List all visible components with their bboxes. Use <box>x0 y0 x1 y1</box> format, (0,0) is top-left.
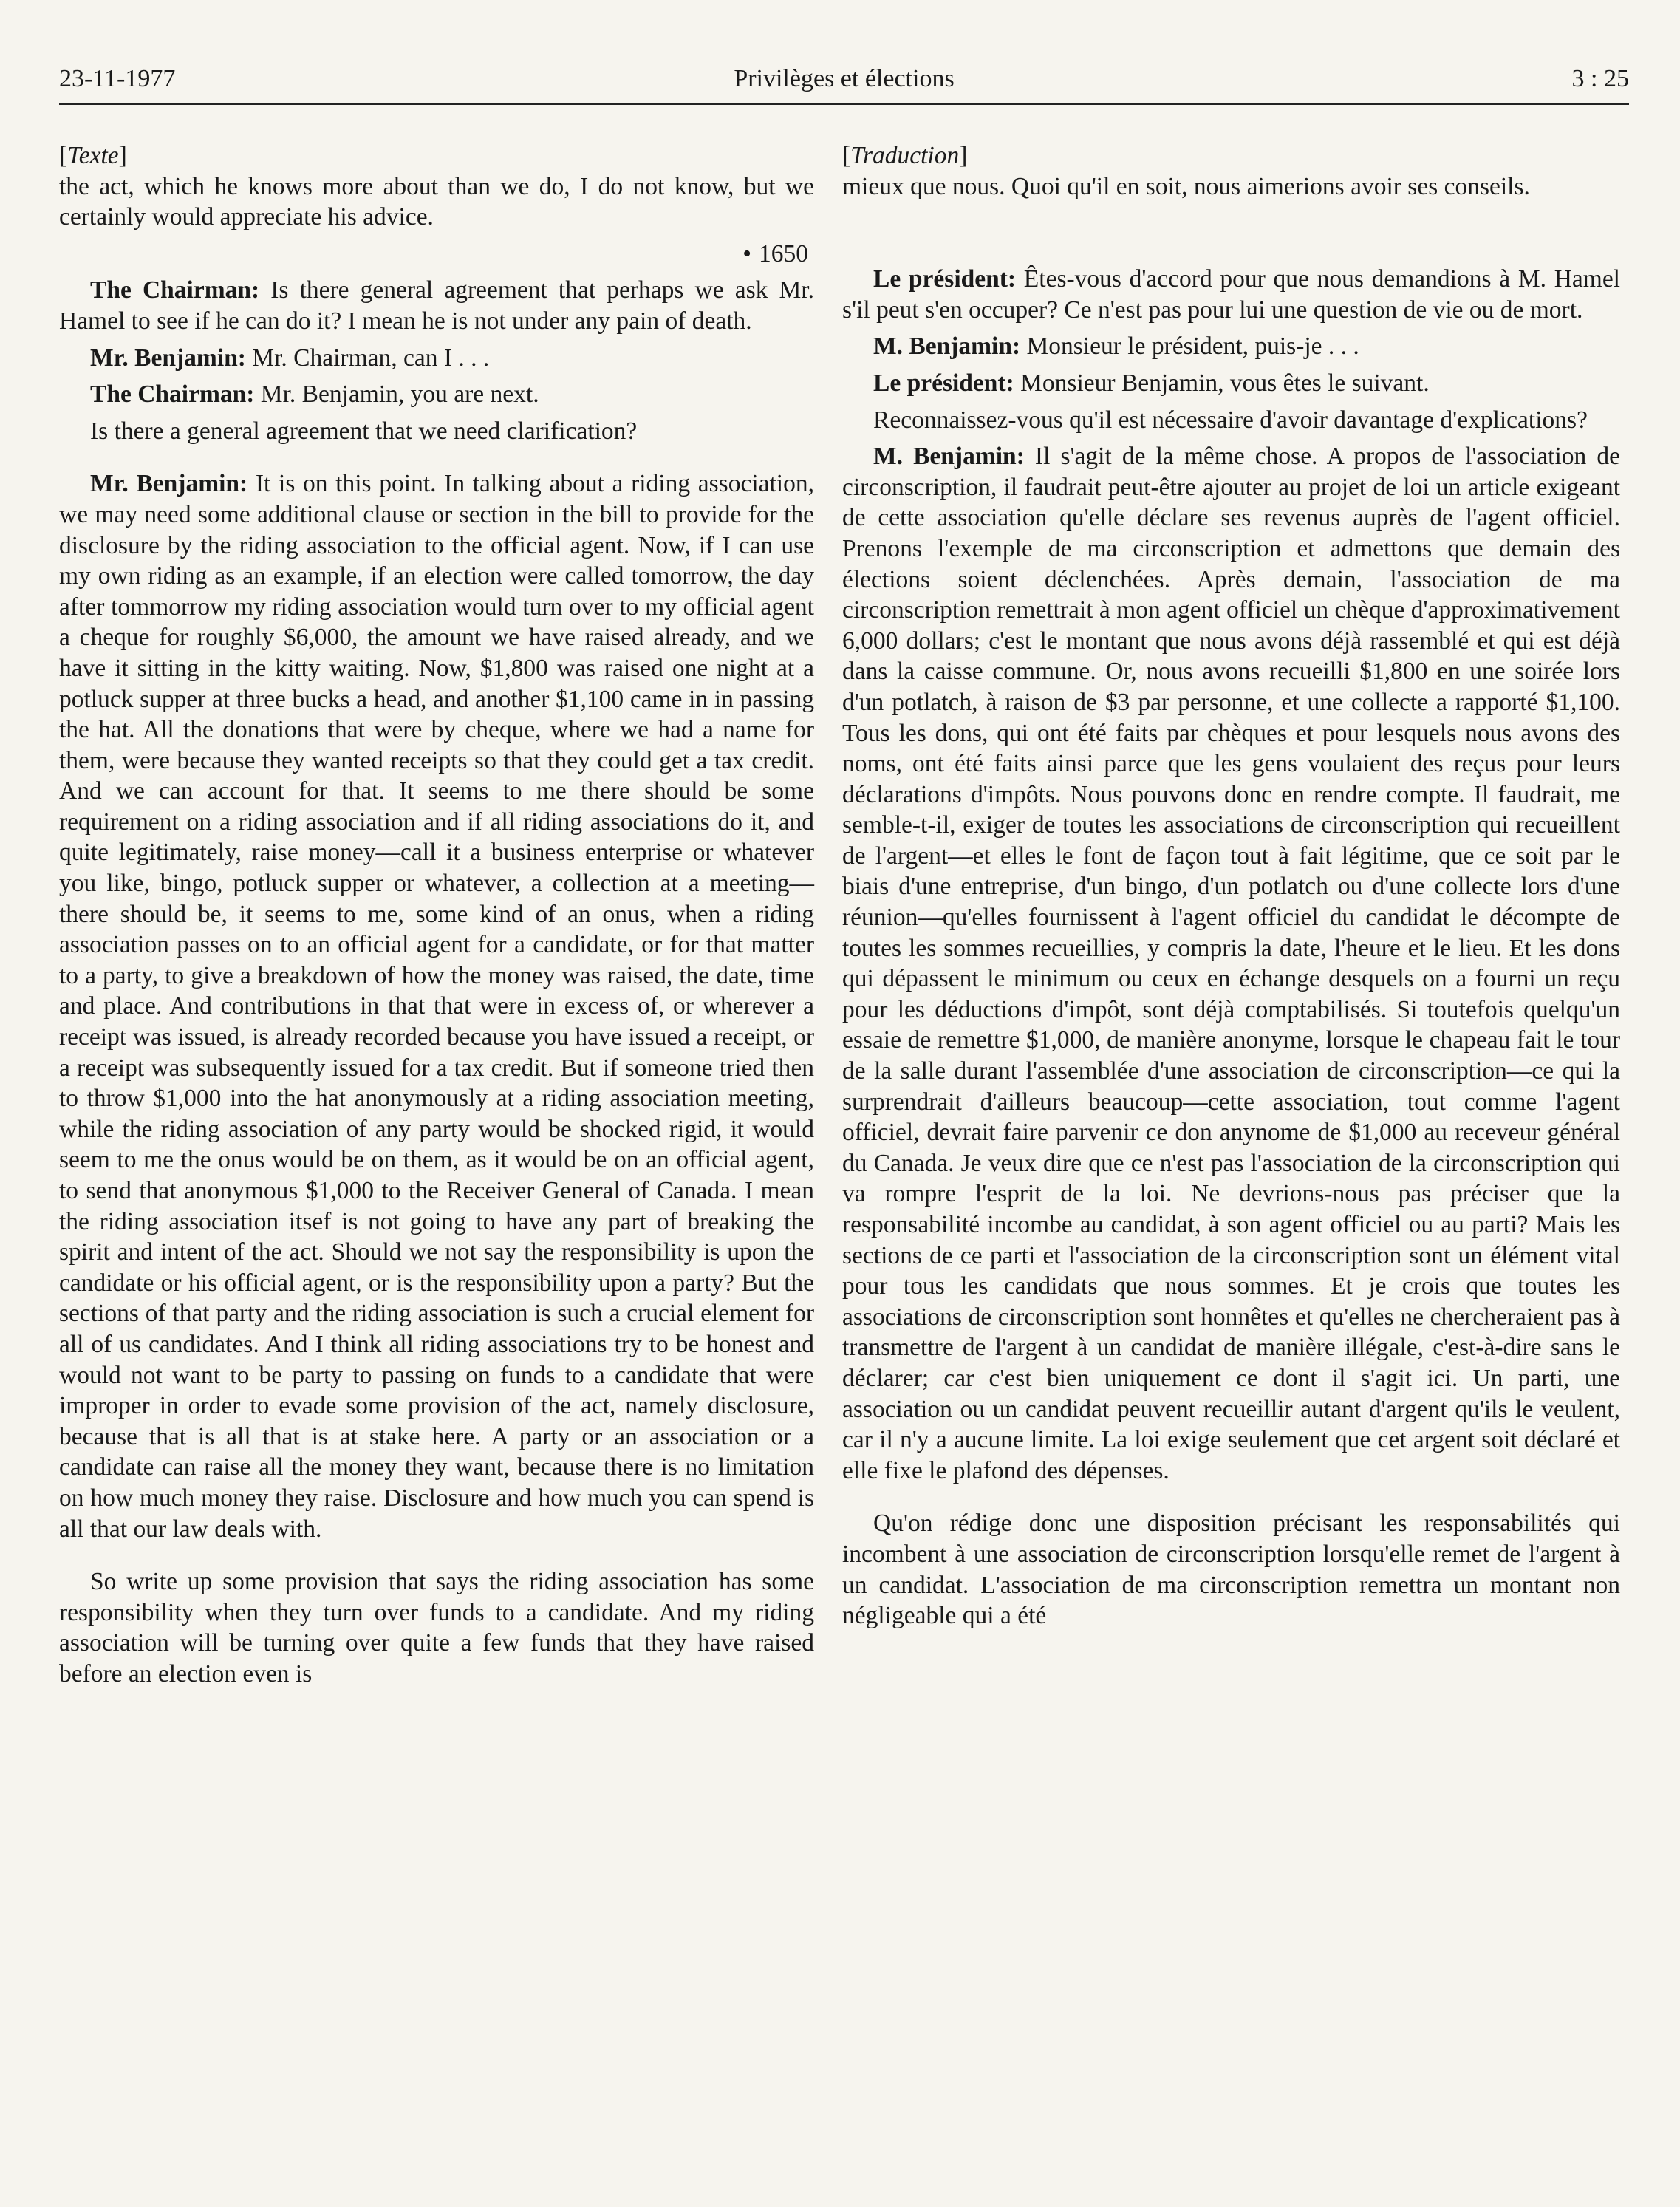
speaker-name: M. Benjamin: <box>873 443 1025 471</box>
paragraph: M. Benjamin: Monsieur le président, puis-je . . . <box>873 332 1359 361</box>
paragraph: M. Benjamin: Il s'agit de la même chose. A propos de l'association de circonscription, il faudrait peut-être ajouter au projet de loi un article exigeant de cette association qu'elle déclare ses revenus auprès de l'agent officiel. Prenons l'exemple de ma circonscription et admettons que demain des élections soient déclenchées. Après demain, l'association de ma circonscription remettrait à mon agent officiel un chèque d'approximativement 6,000 dollars; c'est le montant que nous avons déjà rassemblé et qui est déjà dans la caisse commune. Or, nous avons recueilli $1,800 en une soirée lors d'un potlatch, à raison de $3 par personne, et une collecte a rapporté $1,100. Tous les dons, qui ont été faits par chèques et pour lesquels nous avons des noms, ont été faits ainsi parce que les gens voulaient des reçus pour leurs déclarations d'impôts. Nous pouvons donc en rendre compte. Il faudrait, me semble-t-il, exiger de toutes les associations de circonscription qui recueillent de l'argent—et elles le font de façon tout à fait légitime, que ce soit par le biais d'une entreprise, d'un bingo, d'un potlatch ou d'une collecte lors d'une réunion—qu'elles fournissent à l'agent officiel du candidat le décompte de toutes les sommes recueillies, y compris la date, l'heure et le lieu. Et les dons qui dépassent le minimum ou ceux en échange desquels on a fourni un reçu pour les déductions d'impôt, sont déjà comptabilisés. Si toutefois quelqu'un essaie de remettre $1,000, de manière anonyme, lorsque le chapeau fait le tour de la salle durant l'assemblée d'une association de circonscription—ce qui la surprendrait d'ailleurs beaucoup—cette association, tout comme l'agent officiel, devrait faire parvenir ce don anynome de $1,000 au receveur général du Canada. Je veux dire que ce n'est pas l'association de la circonscription qui va rompre l'esprit de la loi. Ne devrions-nous pas préciser que la responsabilité incombe au candidat, à son agent officiel ou au parti? Mais les sections de ce parti et l'association de la circonscription sont un élément vital pour tous les candidats que nous sommes. Et je crois que toutes les associations de circonscription sont honnêtes et qu'elles ne chercheraient pas à transmettre de l'argent à un candidat de manière illégale, c'est-à-dire sans le déclarer; car c'est bien uniquement ce dont il s'agit ici. Un parti, une association ou un candidat peuvent recueillir autant d'argent qu'ils le veulent, car il n'y a aucune limite. La loi exige seulement que cet argent soit déclaré et elle fixe le plafond des dépenses. <box>842 443 1620 1484</box>
paragraph: mieux que nous. Quoi qu'il en soit, nous aimerions avoir ses conseils. <box>842 172 1530 200</box>
bullet-icon: • <box>742 239 751 267</box>
header-page-number: 3 : 25 <box>1571 65 1629 92</box>
column-label: [Texte] <box>59 142 127 169</box>
paragraph: The Chairman: Is there general agreement that perhaps we ask Mr. Hamel to see if he can do it? I mean he is not under any pain of death. <box>59 276 814 335</box>
speaker-name: Mr. Benjamin: <box>90 470 248 498</box>
column-label: [Traduction] <box>842 142 968 169</box>
speaker-name: The Chairman: <box>90 276 260 304</box>
paragraph: Mr. Benjamin: It is on this point. In talking about a riding association, we may need some additional clause or section in the bill to provide for the disclosure by the riding association to the official agent. Now, if I can use my own riding as an example, if an election were called tomorrow, the day after tommorrow my riding association would turn over to my official agent a cheque for roughly $6,000, the amount we have raised already, and we have it sitting in the kitty waiting. Now, $1,800 was raised one night at a potluck supper at three bucks a head, and another $1,100 came in in passing the hat. All the donations that were by cheque, where we had a name for them, were because they wanted receipts so that they could get a tax credit. And we can account for that. It seems to me there should be some requirement on a riding association and if all riding associations do it, and quite legitimately, raise money—call it a business enterprise or whatever you like, bingo, potluck supper or whatever, a collection at a meeting—there should be, it seems to me, some kind of an onus, when a riding association passes on to an official agent for a candidate, or for that matter to a party, to give a breakdown of how the money was raised, the date, time and place. And contributions in that that were in excess of, or wherever a receipt was issued, is already recorded because you have issued a receipt, or a receipt was subsequently issued for a tax credit. But if someone tried then to throw $1,000 into the hat anonymously at a riding association meeting, while the riding association of any party would be shocked rigid, it would seem to me the onus would be on them, as it would be on an official agent, to send that anonymous $1,000 to the Receiver General of Canada. I mean the riding association itsef is not going to have any part of breaking the spirit and intent of the act. Should we not say the responsibility is upon the candidate or his official agent, or is the responsibility upon a party? But the sections of that party and the riding association is such a crucial element for all of us candidates. And I think all riding associations try to be honest and would not want to be party to passing on funds to a candidate that were improper in order to evade some provision of the act, namely disclosure, because that is all that is at stake here. A party or an association or a candidate can raise all the money they want, because there is no limitation on how much money they raise. Disclosure and how much you can spend is all that our law deals with. <box>59 470 814 1543</box>
paragraph: Is there a general agreement that we need clarification? <box>90 417 638 445</box>
paragraph: The Chairman: Mr. Benjamin, you are next. <box>90 381 539 409</box>
paragraph: Qu'on rédige donc une disposition précisant les responsabilités qui incombent à une association de circonscription lorsqu'elle remet de l'argent à un candidat. L'association de ma circonscription remettra un montant non négligeable qui a été <box>842 1510 1620 1630</box>
time-marker: • 1650 <box>59 239 814 270</box>
speaker-name: Le président: <box>873 369 1014 397</box>
header-date: 23-11-1977 <box>59 65 176 92</box>
header-rule <box>59 103 1629 105</box>
paragraph: the act, which he knows more about than we do, I do not know, but we certainly would appreciate his advice. <box>59 172 814 231</box>
speaker-name: The Chairman: <box>90 381 255 409</box>
header-title: Privilèges et élections <box>734 65 955 92</box>
speaker-name: M. Benjamin: <box>873 332 1021 361</box>
paragraph: Mr. Benjamin: Mr. Chairman, can I . . . <box>90 344 490 372</box>
speaker-name: Mr. Benjamin: <box>90 344 246 372</box>
page-header <box>59 65 1629 103</box>
paragraph: Reconnaissez-vous qu'il est nécessaire d'avoir davantage d'explications? <box>873 406 1588 434</box>
english-column <box>59 140 814 1690</box>
french-column <box>842 140 1620 1631</box>
paragraph: Le président: Êtes-vous d'accord pour que nous demandions à M. Hamel s'il peut s'en occuper? Ce n'est pas pour lui une question de vie ou de mort. <box>842 265 1620 324</box>
speaker-name: Le président: <box>873 265 1017 293</box>
paragraph: So write up some provision that says the riding association has some responsibility when they turn over funds to a candidate. And my riding association will be turning over quite a few funds that they have raised before an election even is <box>59 1568 814 1688</box>
paragraph: Le président: Monsieur Benjamin, vous êtes le suivant. <box>873 369 1430 397</box>
